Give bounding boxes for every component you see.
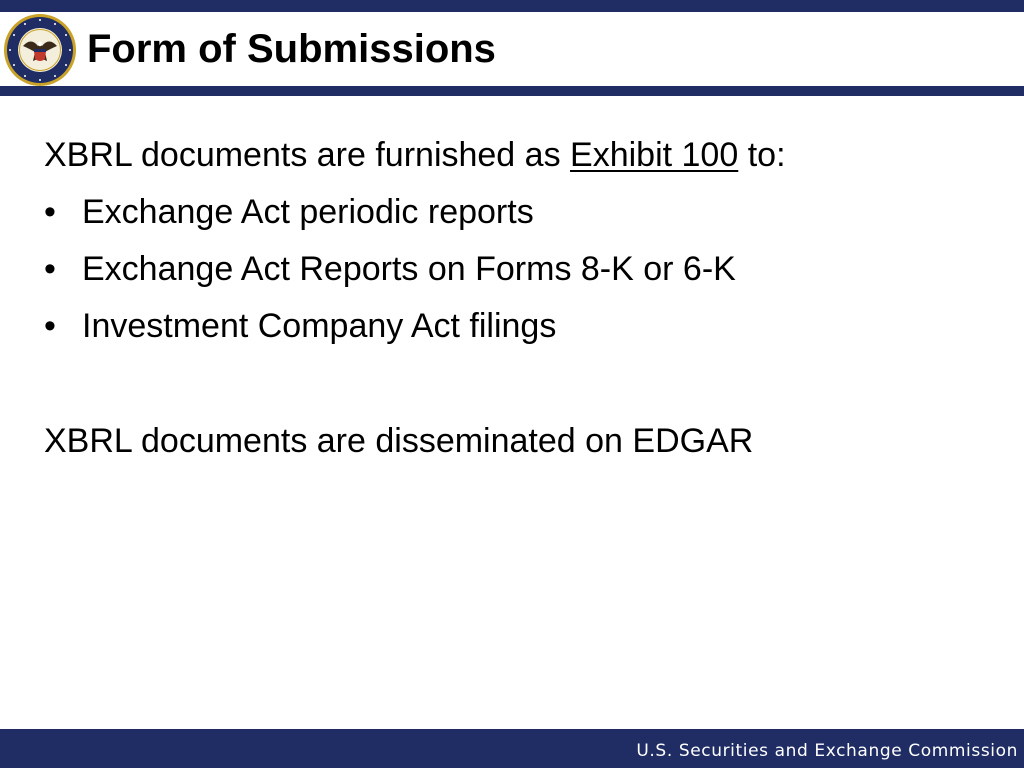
bullet-icon: • <box>44 307 56 345</box>
exhibit-100-link[interactable]: Exhibit 100 <box>570 136 739 174</box>
bullet-text: Exchange Act Reports on Forms 8-K or 6-K <box>82 250 736 288</box>
bullet-text: Exchange Act periodic reports <box>82 193 534 231</box>
header-divider <box>0 86 1024 96</box>
intro-text: XBRL documents are furnished as <box>44 136 571 174</box>
top-header-bar <box>0 0 1024 12</box>
footer-text: U.S. Securities and Exchange Commission <box>636 741 1018 761</box>
sec-seal-icon <box>3 13 77 87</box>
intro-line <box>44 135 786 175</box>
list-item <box>44 306 736 363</box>
bullet-icon: • <box>44 193 56 231</box>
footer-bar <box>0 729 1024 768</box>
bullet-list <box>44 192 736 363</box>
list-item <box>44 249 736 306</box>
closing-line: XBRL documents are disseminated on EDGAR <box>44 422 754 460</box>
slide-title: Form of Submissions <box>87 27 496 71</box>
list-item <box>44 192 736 249</box>
bullet-text: Investment Company Act filings <box>82 307 557 345</box>
intro-suffix-text: to: <box>738 136 786 174</box>
bullet-icon: • <box>44 250 56 288</box>
